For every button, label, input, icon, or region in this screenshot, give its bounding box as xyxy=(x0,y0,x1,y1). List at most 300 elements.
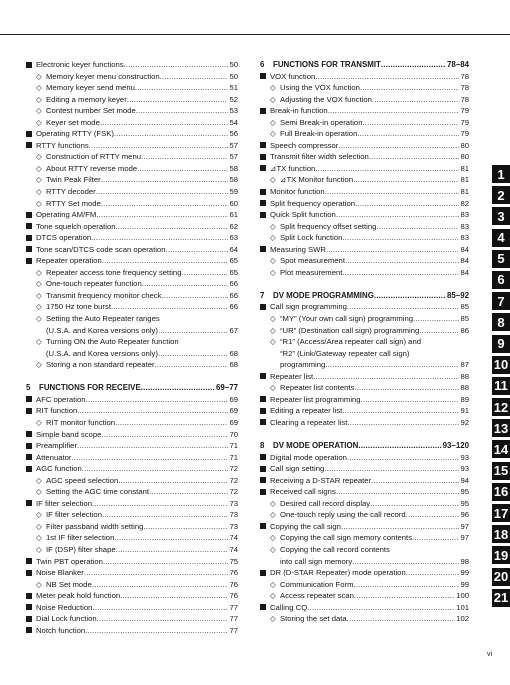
toc-entry[interactable] xyxy=(260,82,469,94)
leader-dots xyxy=(84,567,229,579)
page-range: 93–120 xyxy=(442,441,469,451)
entry-title: One-touch reply using the call record xyxy=(280,510,406,520)
square-bullet-icon xyxy=(260,567,270,579)
toc-entry[interactable] xyxy=(26,198,238,210)
toc-entry[interactable] xyxy=(260,301,469,313)
diamond-bullet-icon: ◇ xyxy=(270,614,276,624)
leader-dots xyxy=(77,440,228,452)
diamond-bullet-icon: ◇ xyxy=(36,187,42,197)
leader-dots xyxy=(381,59,446,71)
toc-entry[interactable] xyxy=(26,613,238,625)
entry-title: Keyer set mode xyxy=(46,117,100,127)
leader-dots xyxy=(361,394,460,406)
square-bullet-icon xyxy=(26,602,36,614)
leader-dots xyxy=(158,325,228,337)
page-number: 67 xyxy=(229,325,238,335)
square-bullet-icon xyxy=(260,475,270,487)
toc-entry[interactable] xyxy=(26,82,238,94)
leader-dots xyxy=(118,475,228,487)
leader-dots xyxy=(345,255,459,267)
toc-entry[interactable] xyxy=(26,94,238,106)
entry-title: Contest number Set mode xyxy=(46,106,136,116)
page-number: 62 xyxy=(229,221,238,231)
page-number: 83 xyxy=(460,233,469,243)
square-bullet-icon xyxy=(260,405,270,417)
page-number: 89 xyxy=(460,394,469,404)
toc-entry[interactable] xyxy=(26,209,238,221)
leader-dots xyxy=(357,128,459,140)
toc-entry[interactable] xyxy=(260,521,469,533)
page-number: 61 xyxy=(229,210,238,220)
page-number: 50 xyxy=(229,60,238,69)
toc-entry-line xyxy=(26,336,238,348)
leader-dots xyxy=(376,221,459,233)
entry-title: One-touch repeater function xyxy=(46,279,142,289)
leader-dots xyxy=(353,174,459,186)
diamond-bullet-icon: ◇ xyxy=(270,233,276,243)
chapter-tab-8[interactable]: 8 xyxy=(492,313,510,331)
entry-title: Receiving a D-STAR repeater xyxy=(270,475,372,485)
leader-dots xyxy=(313,371,459,383)
toc-entry[interactable] xyxy=(26,117,238,129)
toc-entry[interactable] xyxy=(26,105,238,117)
entry-title: Repeater list programming xyxy=(270,394,361,404)
toc-entry[interactable] xyxy=(260,94,469,106)
diamond-bullet-icon: ◇ xyxy=(36,360,42,370)
toc-entry[interactable] xyxy=(260,602,469,614)
toc-entry[interactable] xyxy=(26,556,238,568)
square-bullet-icon xyxy=(260,394,270,406)
leader-dots xyxy=(342,267,459,279)
entry-title: Simple band scope xyxy=(36,429,102,439)
leader-dots xyxy=(342,405,459,417)
toc-entry[interactable] xyxy=(260,579,469,591)
page-number: 72 xyxy=(229,487,238,497)
square-bullet-icon xyxy=(26,59,36,71)
diamond-bullet-icon: ◇ xyxy=(36,417,42,427)
section-number: 8 xyxy=(260,441,265,451)
entry-title: RTTY decoder xyxy=(46,187,96,197)
page-number: 74 xyxy=(229,533,238,543)
leader-dots xyxy=(162,290,229,302)
entry-title: Operating RTTY (FSK) xyxy=(36,129,114,139)
section-gap xyxy=(260,278,469,290)
entry-title: Editing a repeater list xyxy=(270,406,343,416)
toc-entry[interactable] xyxy=(26,463,238,475)
toc-entry[interactable] xyxy=(26,174,238,186)
leader-dots xyxy=(158,348,228,360)
toc-entry[interactable] xyxy=(260,532,469,544)
page-number: 57 xyxy=(229,152,238,162)
toc-entry[interactable] xyxy=(26,71,238,83)
leader-dots xyxy=(116,221,229,233)
entry-title: “UR” (Destination call sign) programming xyxy=(280,325,420,335)
section-title: FUNCTIONS FOR TRANSMIT xyxy=(273,60,381,69)
chapter-tab-15[interactable]: 15 xyxy=(493,463,509,479)
toc-entry[interactable] xyxy=(260,186,469,198)
toc-entry[interactable] xyxy=(26,625,238,637)
entry-title: Dial Lock function xyxy=(36,614,97,624)
diamond-bullet-icon: ◇ xyxy=(36,579,42,589)
chapter-tab-14[interactable]: 14 xyxy=(493,441,509,457)
diamond-bullet-icon: ◇ xyxy=(270,579,276,589)
leader-dots xyxy=(315,163,459,175)
entry-title: “R1” (Access/Area repeater call sign) and xyxy=(280,337,421,347)
toc-entry[interactable] xyxy=(260,244,469,256)
toc-entry[interactable] xyxy=(260,382,469,394)
toc-entry[interactable] xyxy=(260,405,469,417)
page-number: 70 xyxy=(229,429,238,439)
toc-entry[interactable] xyxy=(260,544,469,567)
entry-title: Setting the Auto Repeater ranges xyxy=(46,314,160,324)
entry-title: Memory keyer menu construction xyxy=(46,71,160,81)
page-number: 99 xyxy=(460,568,469,578)
leader-dots xyxy=(114,532,228,544)
toc-entry[interactable] xyxy=(26,579,238,591)
entry-title: Calling CQ xyxy=(270,602,308,612)
square-bullet-icon xyxy=(260,452,270,464)
toc-entry[interactable] xyxy=(260,163,469,175)
toc-entry[interactable] xyxy=(26,278,238,290)
square-bullet-icon xyxy=(260,521,270,533)
square-bullet-icon xyxy=(26,567,36,579)
toc-entry[interactable] xyxy=(26,163,238,175)
page-number: 69 xyxy=(229,406,238,416)
page-number: 54 xyxy=(229,117,238,127)
toc-entry[interactable] xyxy=(260,117,469,129)
toc-section-heading[interactable] xyxy=(260,440,469,452)
diamond-bullet-icon: ◇ xyxy=(36,106,42,116)
toc-entry[interactable] xyxy=(260,313,469,325)
page-number: 88 xyxy=(460,383,469,393)
chapter-tab-7[interactable]: 7 xyxy=(492,292,510,310)
toc-entry[interactable] xyxy=(260,336,469,371)
page-number: 73 xyxy=(229,510,238,520)
leader-dots xyxy=(338,140,459,152)
leader-dots xyxy=(127,94,229,106)
page-number: 78 xyxy=(460,83,469,93)
page-number: 53 xyxy=(229,106,238,116)
toc-entry[interactable] xyxy=(26,486,238,498)
square-bullet-icon xyxy=(26,405,36,417)
toc-entry[interactable] xyxy=(260,151,469,163)
toc-entry[interactable] xyxy=(26,521,238,533)
toc-entry[interactable] xyxy=(26,186,238,198)
leader-dots xyxy=(315,71,459,83)
diamond-bullet-icon: ◇ xyxy=(270,94,276,104)
page-number: 77 xyxy=(229,625,238,635)
toc-entry[interactable] xyxy=(26,359,238,371)
chapter-tab-21[interactable]: 21 xyxy=(493,590,509,606)
chapter-tab-19[interactable]: 19 xyxy=(493,547,509,563)
entry-title: Break-in function xyxy=(270,106,328,116)
diamond-bullet-icon: ◇ xyxy=(36,198,42,208)
square-bullet-icon xyxy=(26,209,36,221)
toc-entry[interactable] xyxy=(26,301,238,313)
leader-dots xyxy=(114,128,229,140)
entry-title: VOX function xyxy=(270,71,316,81)
diamond-bullet-icon: ◇ xyxy=(270,267,276,277)
toc-entry[interactable] xyxy=(260,509,469,521)
toc-section-heading[interactable] xyxy=(260,290,469,302)
chapter-tab-4[interactable]: 4 xyxy=(492,229,510,247)
toc-entry[interactable] xyxy=(26,452,238,464)
leader-dots xyxy=(101,429,228,441)
entry-title: Using the VOX function xyxy=(280,83,360,93)
entry-title: IF filter selection xyxy=(36,498,92,508)
toc-entry[interactable] xyxy=(260,613,469,625)
page-number: 99 xyxy=(460,579,469,589)
diamond-bullet-icon: ◇ xyxy=(36,533,42,543)
square-bullet-icon xyxy=(26,232,36,244)
square-bullet-icon xyxy=(26,244,36,256)
page-range: 78–84 xyxy=(447,60,469,69)
chapter-tab-16[interactable]: 16 xyxy=(493,484,509,500)
toc-entry[interactable] xyxy=(26,255,238,267)
leader-dots xyxy=(124,59,229,71)
toc-entry[interactable] xyxy=(26,267,238,279)
chapter-tab-17[interactable]: 17 xyxy=(493,505,509,521)
page-number: 74 xyxy=(229,544,238,554)
diamond-bullet-icon: ◇ xyxy=(270,256,276,266)
toc-entry[interactable] xyxy=(260,209,469,221)
toc-entry[interactable] xyxy=(26,602,238,614)
toc-entry[interactable] xyxy=(260,71,469,83)
diamond-bullet-icon: ◇ xyxy=(36,175,42,185)
page-number: 86 xyxy=(460,325,469,335)
page-number: 95 xyxy=(460,498,469,508)
page-number: 56 xyxy=(229,129,238,139)
toc-entry-line xyxy=(26,325,238,337)
toc-entry[interactable] xyxy=(260,567,469,579)
leader-dots xyxy=(89,140,229,152)
entry-title: Preamplifier xyxy=(36,441,78,451)
square-bullet-icon xyxy=(26,590,36,602)
toc-entry[interactable] xyxy=(260,198,469,210)
toc-entry[interactable] xyxy=(26,221,238,233)
entry-title: Noise Blanker xyxy=(36,568,84,578)
page-number: 84 xyxy=(460,267,469,277)
chapter-tab-2[interactable]: 2 xyxy=(492,186,510,204)
diamond-bullet-icon: ◇ xyxy=(36,314,42,324)
leader-dots xyxy=(347,613,456,625)
entry-title: Measuring SWR xyxy=(270,244,326,254)
diamond-bullet-icon: ◇ xyxy=(270,129,276,139)
entry-title: Construction of RTTY menu xyxy=(46,152,141,162)
toc-entry[interactable] xyxy=(26,567,238,579)
toc-entry[interactable] xyxy=(260,267,469,279)
diamond-bullet-icon: ◇ xyxy=(270,337,276,347)
section-number: 6 xyxy=(260,60,265,69)
page-number: 66 xyxy=(229,302,238,312)
chapter-tab-6[interactable]: 6 xyxy=(492,271,510,289)
leader-dots xyxy=(352,556,459,568)
toc-entry[interactable] xyxy=(26,394,238,406)
section-title: DV MODE PROGRAMMING xyxy=(273,290,374,300)
section-number: 7 xyxy=(260,290,265,300)
entry-title: Twin PBT operation xyxy=(36,556,103,566)
leader-dots xyxy=(101,198,229,210)
toc-entry[interactable] xyxy=(260,232,469,244)
leader-dots xyxy=(155,359,229,371)
leader-dots xyxy=(71,452,228,464)
page-number: 77 xyxy=(229,614,238,624)
toc-entry[interactable] xyxy=(26,544,238,556)
chapter-tab-5[interactable]: 5 xyxy=(492,250,510,268)
square-bullet-icon xyxy=(26,440,36,452)
leader-dots xyxy=(85,625,228,637)
entry-title: Twin Peak Filter xyxy=(46,175,101,185)
chapter-tab-13[interactable]: 13 xyxy=(493,420,509,436)
square-bullet-icon xyxy=(260,186,270,198)
toc-entry[interactable] xyxy=(26,290,238,302)
page-number: 79 xyxy=(460,117,469,127)
toc-entry[interactable] xyxy=(26,498,238,510)
toc-entry[interactable] xyxy=(260,452,469,464)
leader-dots xyxy=(412,532,459,544)
page-number: 94 xyxy=(460,475,469,485)
page-number: 69 xyxy=(229,417,238,427)
entry-title: Access repeater scan xyxy=(280,591,354,601)
toc-entry[interactable] xyxy=(260,498,469,510)
leader-dots xyxy=(370,498,459,510)
toc-entry[interactable] xyxy=(26,509,238,521)
page-number: 75 xyxy=(229,556,238,566)
page-number: 80 xyxy=(460,152,469,162)
square-bullet-icon xyxy=(26,255,36,267)
toc-entry[interactable] xyxy=(26,429,238,441)
chapter-tab-9[interactable]: 9 xyxy=(492,335,510,353)
diamond-bullet-icon: ◇ xyxy=(270,533,276,543)
entry-title: Digital mode operation xyxy=(270,452,347,462)
page-number: 91 xyxy=(460,406,469,416)
toc-section-heading[interactable] xyxy=(26,382,238,394)
toc-column-right xyxy=(260,59,469,625)
chapter-tab-20[interactable]: 20 xyxy=(493,569,509,585)
chapter-tab-12[interactable]: 12 xyxy=(493,399,509,415)
entry-title: Semi Break-in operation xyxy=(280,117,363,127)
toc-entry[interactable] xyxy=(260,590,469,602)
toc-entry-line xyxy=(260,544,469,556)
entry-title: Electronic keyer functions xyxy=(36,60,124,69)
entry-title: ⊿TX Monitor function xyxy=(280,175,354,185)
toc-entry[interactable] xyxy=(260,221,469,233)
entry-title: AGC function xyxy=(36,464,82,474)
toc-entry[interactable] xyxy=(26,244,238,256)
square-bullet-icon xyxy=(26,128,36,140)
toc-entry[interactable] xyxy=(26,405,238,417)
toc-entry[interactable] xyxy=(26,417,238,429)
chapter-tab-10[interactable]: 10 xyxy=(493,357,509,373)
entry-title: Spot measurement xyxy=(280,256,345,266)
entry-title: Filter passband width setting xyxy=(46,521,144,531)
page-number: 73 xyxy=(229,521,238,531)
toc-entry[interactable] xyxy=(26,336,238,359)
toc-entry[interactable] xyxy=(26,313,238,336)
page-number: 65 xyxy=(229,267,238,277)
square-bullet-icon xyxy=(260,105,270,117)
entry-title: DTCS operation xyxy=(36,233,92,243)
chapter-tab-18[interactable]: 18 xyxy=(493,526,509,542)
toc-entry[interactable] xyxy=(260,140,469,152)
square-bullet-icon xyxy=(260,71,270,83)
leader-dots xyxy=(347,301,460,313)
leader-dots xyxy=(324,463,459,475)
diamond-bullet-icon: ◇ xyxy=(270,498,276,508)
leader-dots xyxy=(336,486,460,498)
toc-entry[interactable] xyxy=(26,151,238,163)
toc-section-heading[interactable] xyxy=(260,59,469,71)
leader-dots xyxy=(354,382,459,394)
toc-entry[interactable] xyxy=(260,325,469,337)
chapter-tab-11[interactable]: 11 xyxy=(492,377,510,395)
page-number: 82 xyxy=(460,198,469,208)
toc-entry[interactable] xyxy=(260,105,469,117)
entry-title: Clearing a repeater list xyxy=(270,417,348,427)
entry-title: Transmit filter width selection xyxy=(270,152,369,162)
leader-dots xyxy=(160,71,229,83)
entry-title: Storing the set data xyxy=(280,614,347,624)
diamond-bullet-icon: ◇ xyxy=(36,163,42,173)
diamond-bullet-icon: ◇ xyxy=(36,510,42,520)
page-number: 63 xyxy=(229,233,238,243)
chapter-tab-1[interactable]: 1 xyxy=(492,165,510,183)
entry-title: Repeater operation xyxy=(36,256,102,266)
page-number: 83 xyxy=(460,221,469,231)
diamond-bullet-icon: ◇ xyxy=(270,383,276,393)
chapter-tab-3[interactable]: 3 xyxy=(492,207,510,225)
page-number: 58 xyxy=(229,175,238,185)
toc-entry[interactable] xyxy=(260,417,469,429)
toc-entry[interactable] xyxy=(26,128,238,140)
leader-dots xyxy=(91,232,228,244)
entry-title: Monitor function xyxy=(270,187,325,197)
entry-title: IF (DSP) filter shape xyxy=(46,544,116,554)
toc-entry[interactable] xyxy=(26,532,238,544)
toc-entry[interactable] xyxy=(260,475,469,487)
toc-entry[interactable] xyxy=(260,463,469,475)
toc-entry[interactable] xyxy=(260,128,469,140)
toc-entry-line xyxy=(26,348,238,360)
diamond-bullet-icon: ◇ xyxy=(270,314,276,324)
entry-title: 1750 Hz tone burst xyxy=(46,302,111,312)
entry-title: (U.S.A. and Korea versions only) xyxy=(46,325,158,335)
toc-entry[interactable] xyxy=(260,371,469,383)
toc-entry[interactable] xyxy=(26,440,238,452)
leader-dots xyxy=(100,117,229,129)
toc-entry[interactable] xyxy=(26,475,238,487)
toc-entry[interactable] xyxy=(26,590,238,602)
entry-title: DR (D-STAR Repeater) mode operation xyxy=(270,568,406,578)
toc-entry[interactable] xyxy=(26,59,238,71)
toc-entry[interactable] xyxy=(26,140,238,152)
leader-dots xyxy=(137,163,228,175)
toc-entry[interactable] xyxy=(26,232,238,244)
toc-entry[interactable] xyxy=(260,486,469,498)
entry-title: About RTTY reverse mode xyxy=(46,163,138,173)
page-number: 57 xyxy=(229,140,238,150)
page-number: 68 xyxy=(229,360,238,370)
toc-entry[interactable] xyxy=(260,174,469,186)
page-number: 72 xyxy=(229,464,238,474)
page-number: 102 xyxy=(456,614,469,624)
square-bullet-icon xyxy=(26,394,36,406)
top-rule xyxy=(0,34,510,35)
square-bullet-icon xyxy=(260,486,270,498)
toc-entry-line xyxy=(260,348,469,360)
toc-entry[interactable] xyxy=(260,394,469,406)
toc-entry[interactable] xyxy=(260,255,469,267)
